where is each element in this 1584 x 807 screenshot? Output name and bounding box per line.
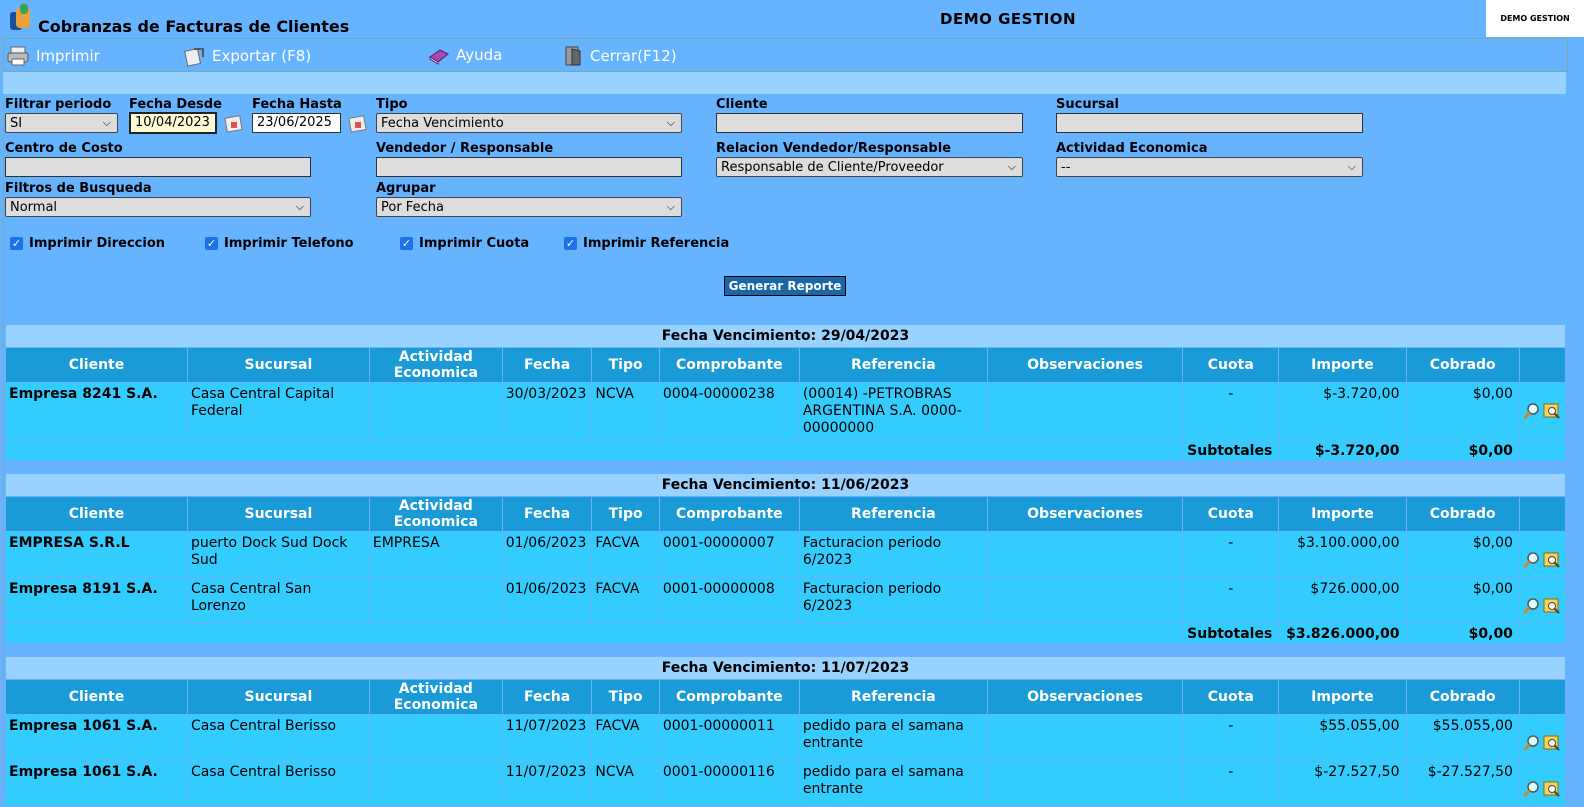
check-cuota[interactable] — [400, 236, 529, 251]
cell-actividad — [370, 715, 502, 760]
help-button[interactable] — [428, 45, 502, 65]
subtotal-actions — [1520, 624, 1565, 643]
column-header-row — [6, 497, 1565, 531]
subtotal-actions — [1520, 441, 1565, 460]
calendar-icon[interactable] — [223, 112, 245, 134]
relacion-select[interactable] — [716, 157, 1023, 177]
column-header[interactable]: Cobrado — [1407, 348, 1519, 382]
cell-actividad — [370, 761, 502, 806]
busqueda-value: Normal — [10, 199, 58, 215]
group-title: Fecha Vencimiento: 11/07/2023 — [6, 657, 1565, 679]
column-header[interactable]: Sucursal — [188, 680, 369, 714]
cell-cuota: - — [1183, 532, 1278, 577]
chevron-down-icon: ⌵ — [102, 116, 111, 129]
subtotal-importe: $3.826.000,00 — [1279, 624, 1405, 643]
row-actions-wrap — [1523, 764, 1562, 803]
cell-tipo: FACVA — [592, 715, 658, 760]
cell-cliente: EMPRESA S.R.L — [6, 532, 187, 577]
close-label: Cerrar(F12) — [590, 47, 677, 65]
cell-importe: $-3.720,00 — [1279, 383, 1405, 440]
export-label: Exportar (F8) — [212, 47, 312, 65]
subtotal-row — [6, 441, 1565, 460]
column-header[interactable]: Cuota — [1183, 680, 1278, 714]
cell-tipo: FACVA — [592, 532, 658, 577]
cell-cobrado: $0,00 — [1407, 532, 1519, 577]
group-title: Fecha Vencimiento: 11/06/2023 — [6, 474, 1565, 496]
checkmark-icon: ✓ — [401, 237, 412, 250]
detail-icon[interactable] — [1543, 597, 1561, 620]
printer-icon — [6, 45, 30, 67]
table-row — [6, 578, 1565, 623]
check-telefono-label: Imprimir Telefono — [224, 236, 354, 251]
check-telefono[interactable] — [205, 236, 354, 251]
help-book-icon — [428, 45, 450, 65]
cell-comprobante: 0001-00000007 — [660, 532, 799, 577]
cell-cuota: - — [1183, 761, 1278, 806]
cell-actividad — [370, 383, 502, 440]
vendedor-label: Vendedor / Responsable — [376, 141, 554, 156]
centro-input[interactable] — [5, 157, 311, 177]
cell-importe: $3.100.000,00 — [1279, 532, 1405, 577]
cell-importe: $55.055,00 — [1279, 715, 1405, 760]
export-icon — [182, 45, 206, 67]
tipo-value: Fecha Vencimiento — [381, 115, 504, 131]
column-header[interactable]: Cobrado — [1407, 497, 1519, 531]
detail-icon[interactable] — [1543, 551, 1561, 574]
cell-fecha: 11/07/2023 — [503, 761, 592, 806]
search-icon[interactable] — [1523, 780, 1541, 803]
search-icon[interactable] — [1523, 402, 1541, 425]
toolbar — [3, 38, 1568, 72]
cell-importe: $726.000,00 — [1279, 578, 1405, 623]
close-door-icon — [562, 45, 584, 67]
row-actions — [1520, 532, 1565, 577]
company-logo: DEMO GESTION — [1486, 0, 1584, 37]
sucursal-input[interactable] — [1056, 113, 1363, 133]
column-header[interactable]: Observaciones — [988, 348, 1182, 382]
cliente-input[interactable] — [716, 113, 1023, 133]
column-header[interactable]: Cliente — [6, 497, 187, 531]
row-actions-wrap — [1523, 581, 1562, 620]
cell-tipo: NCVA — [592, 383, 658, 440]
column-header[interactable]: Comprobante — [660, 680, 799, 714]
cell-observaciones — [988, 578, 1182, 623]
table-row — [6, 383, 1565, 440]
actividad-value: -- — [1061, 159, 1071, 175]
desde-input[interactable]: 10/04/2023 — [129, 112, 217, 134]
chevron-down-icon: ⌵ — [666, 200, 675, 213]
generate-report-button[interactable]: Generar Reporte — [724, 276, 846, 296]
column-header-actions — [1520, 348, 1565, 382]
cell-sucursal: Casa Central Berisso — [188, 761, 369, 806]
column-header[interactable]: Tipo — [592, 680, 658, 714]
search-icon[interactable] — [1523, 551, 1541, 574]
periodo-label: Filtrar periodo — [5, 97, 112, 112]
cell-cuota: - — [1183, 578, 1278, 623]
column-header[interactable]: Sucursal — [188, 497, 369, 531]
chevron-down-icon: ⌵ — [295, 200, 304, 213]
check-referencia[interactable] — [564, 236, 729, 251]
column-header[interactable]: Actividad Economica — [370, 680, 502, 714]
report-table — [5, 324, 1566, 807]
cell-fecha: 11/07/2023 — [503, 715, 592, 760]
column-header[interactable]: Importe — [1279, 497, 1405, 531]
column-header[interactable]: Cuota — [1183, 348, 1278, 382]
toolbar-separator — [3, 72, 1566, 94]
check-cuota-label: Imprimir Cuota — [419, 236, 530, 251]
table-row — [6, 761, 1565, 806]
subtotal-blank — [6, 441, 1182, 460]
hasta-input[interactable]: 23/06/2025 — [252, 113, 341, 133]
window-title: Cobranzas de Facturas de Clientes — [38, 17, 350, 36]
chevron-down-icon: ⌵ — [1007, 160, 1016, 173]
print-label: Imprimir — [36, 47, 100, 65]
search-icon[interactable] — [1523, 734, 1541, 757]
detail-icon[interactable] — [1543, 780, 1561, 803]
cell-cliente: Empresa 8191 S.A. — [6, 578, 187, 623]
relacion-value: Responsable de Cliente/Proveedor — [721, 159, 944, 175]
cell-importe: $-27.527,50 — [1279, 761, 1405, 806]
column-header-actions — [1520, 680, 1565, 714]
print-button[interactable] — [6, 45, 100, 67]
row-actions-wrap — [1523, 535, 1562, 574]
centro-label: Centro de Costo — [5, 141, 123, 156]
actividad-label: Actividad Economica — [1056, 141, 1208, 156]
cell-cuota: - — [1183, 715, 1278, 760]
column-header[interactable]: Fecha — [503, 680, 592, 714]
cell-sucursal: Casa Central San Lorenzo — [188, 578, 369, 623]
column-header[interactable]: Importe — [1279, 348, 1405, 382]
cell-cobrado: $-27.527,50 — [1407, 761, 1519, 806]
column-header-row — [6, 680, 1565, 714]
column-header[interactable]: Referencia — [800, 680, 987, 714]
column-header[interactable]: Tipo — [592, 497, 658, 531]
column-header[interactable]: Observaciones — [988, 497, 1182, 531]
check-direccion-label: Imprimir Direccion — [29, 236, 166, 251]
column-header[interactable]: Cobrado — [1407, 680, 1519, 714]
title-bar — [0, 0, 1584, 38]
calendar-icon[interactable] — [347, 112, 369, 134]
column-header[interactable]: Referencia — [800, 348, 987, 382]
column-header[interactable]: Fecha — [503, 497, 592, 531]
column-header[interactable]: Cuota — [1183, 497, 1278, 531]
subtotal-row — [6, 624, 1565, 643]
cell-sucursal: Casa Central Capital Federal — [188, 383, 369, 440]
app-logo-icon — [8, 2, 34, 32]
check-referencia-label: Imprimir Referencia — [583, 236, 730, 251]
column-header[interactable]: Comprobante — [660, 497, 799, 531]
cell-comprobante: 0001-00000008 — [660, 578, 799, 623]
chevron-down-icon: ⌵ — [666, 116, 675, 129]
column-header-row — [6, 348, 1565, 382]
cell-cobrado: $55.055,00 — [1407, 715, 1519, 760]
cell-cobrado: $0,00 — [1407, 578, 1519, 623]
cell-sucursal: Casa Central Berisso — [188, 715, 369, 760]
row-actions — [1520, 761, 1565, 806]
row-actions-wrap — [1523, 718, 1562, 757]
cell-cliente: Empresa 1061 S.A. — [6, 715, 187, 760]
agrupar-value: Por Fecha — [381, 199, 444, 215]
cell-tipo: FACVA — [592, 578, 658, 623]
vendedor-input[interactable] — [376, 157, 682, 177]
relacion-label: Relacion Vendedor/Responsable — [716, 141, 952, 156]
spacer-cell — [6, 461, 1565, 473]
row-actions — [1520, 715, 1565, 760]
column-header-actions — [1520, 497, 1565, 531]
agrupar-select[interactable] — [376, 197, 682, 217]
column-header[interactable]: Importe — [1279, 680, 1405, 714]
cell-referencia: (00014) -PETROBRAS ARGENTINA S.A. 0000-00000000 — [800, 383, 987, 440]
agrupar-label: Agrupar — [376, 181, 436, 196]
periodo-value: SI — [10, 115, 23, 131]
cell-observaciones — [988, 761, 1182, 806]
group-spacer — [6, 461, 1565, 473]
row-actions — [1520, 383, 1565, 440]
subtotal-label: Subtotales — [1183, 624, 1278, 643]
cell-comprobante: 0004-00000238 — [660, 383, 799, 440]
cell-referencia: pedido para el samana entrante — [800, 715, 987, 760]
cell-comprobante: 0001-00000116 — [660, 761, 799, 806]
group-spacer — [6, 644, 1565, 656]
cell-actividad: EMPRESA — [370, 532, 502, 577]
column-header[interactable]: Cliente — [6, 680, 187, 714]
export-button[interactable] — [182, 45, 311, 67]
cliente-label: Cliente — [716, 97, 768, 112]
cell-cuota: - — [1183, 383, 1278, 440]
cell-observaciones — [988, 715, 1182, 760]
row-actions-wrap — [1523, 386, 1562, 425]
cell-comprobante: 0001-00000011 — [660, 715, 799, 760]
subtotal-cobrado: $0,00 — [1407, 624, 1519, 643]
cell-actividad — [370, 578, 502, 623]
detail-icon[interactable] — [1543, 734, 1561, 757]
cell-cliente: Empresa 1061 S.A. — [6, 761, 187, 806]
desde-label: Fecha Desde — [129, 97, 222, 112]
checkmark-icon: ✓ — [11, 237, 22, 250]
table-row — [6, 715, 1565, 760]
subtotal-cobrado: $0,00 — [1407, 441, 1519, 460]
spacer-cell — [6, 644, 1565, 656]
actividad-select[interactable] — [1056, 157, 1363, 177]
column-header[interactable]: Fecha — [503, 348, 592, 382]
chevron-down-icon: ⌵ — [1347, 160, 1356, 173]
cell-observaciones — [988, 383, 1182, 440]
periodo-select[interactable] — [5, 113, 118, 133]
company-name: DEMO GESTION — [940, 10, 1077, 28]
subtotal-importe: $-3.720,00 — [1279, 441, 1405, 460]
column-header[interactable]: Tipo — [592, 348, 658, 382]
cell-cobrado: $0,00 — [1407, 383, 1519, 440]
group-header-row — [6, 657, 1565, 679]
search-icon[interactable] — [1523, 597, 1541, 620]
group-title: Fecha Vencimiento: 29/04/2023 — [6, 325, 1565, 347]
hasta-label: Fecha Hasta — [252, 97, 342, 112]
busqueda-select[interactable] — [5, 197, 311, 217]
cell-sucursal: puerto Dock Sud Dock Sud — [188, 532, 369, 577]
tipo-select[interactable] — [376, 113, 682, 133]
column-header[interactable]: Referencia — [800, 497, 987, 531]
column-header[interactable]: Comprobante — [660, 348, 799, 382]
cell-referencia: Facturacion periodo 6/2023 — [800, 578, 987, 623]
subtotal-blank — [6, 624, 1182, 643]
cell-referencia: pedido para el samana entrante — [800, 761, 987, 806]
busqueda-label: Filtros de Busqueda — [5, 181, 152, 196]
checkmark-icon: ✓ — [565, 237, 576, 250]
column-header[interactable]: Cliente — [6, 348, 187, 382]
cell-fecha: 30/03/2023 — [503, 383, 592, 440]
check-direccion[interactable] — [10, 236, 165, 251]
column-header[interactable]: Sucursal — [188, 348, 369, 382]
group-header-row — [6, 474, 1565, 496]
detail-icon[interactable] — [1543, 402, 1561, 425]
cell-cliente: Empresa 8241 S.A. — [6, 383, 187, 440]
column-header[interactable]: Actividad Economica — [370, 348, 502, 382]
subtotal-label: Subtotales — [1183, 441, 1278, 460]
sucursal-label: Sucursal — [1056, 97, 1119, 112]
table-row — [6, 532, 1565, 577]
cell-observaciones — [988, 532, 1182, 577]
checkmark-icon: ✓ — [206, 237, 217, 250]
cell-fecha: 01/06/2023 — [503, 532, 592, 577]
row-actions — [1520, 578, 1565, 623]
column-header[interactable]: Observaciones — [988, 680, 1182, 714]
tipo-label: Tipo — [376, 97, 408, 112]
cell-referencia: Facturacion periodo 6/2023 — [800, 532, 987, 577]
group-header-row — [6, 325, 1565, 347]
close-button[interactable] — [562, 45, 677, 67]
cell-fecha: 01/06/2023 — [503, 578, 592, 623]
column-header[interactable]: Actividad Economica — [370, 497, 502, 531]
help-label: Ayuda — [456, 46, 503, 64]
cell-tipo: NCVA — [592, 761, 658, 806]
